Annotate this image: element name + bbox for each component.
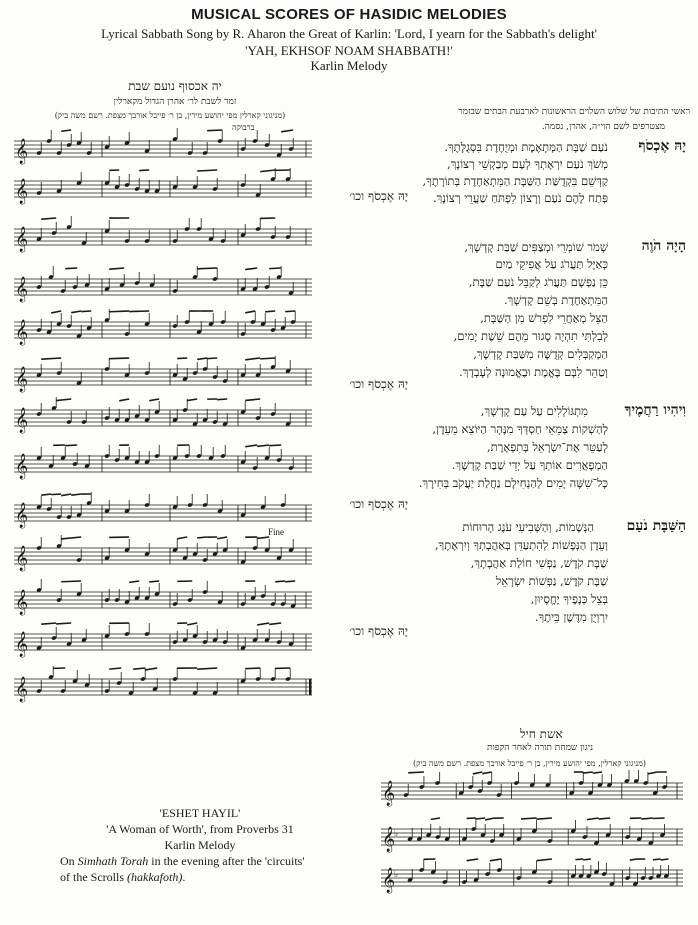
stanza-key-word: הָיָה הֹוֶה (641, 238, 686, 254)
music-staff (381, 856, 683, 896)
stanza-line: בְּצֵל כְּנָפֶיךָ יֶחֱסָיוּן, (530, 592, 608, 606)
music-staff (14, 308, 312, 348)
hebrew-song-credit: (מניגוני קארלין מפי יהושע מירין, בן ר׳ פייבל אורבך מצפת. רשם משה ביק) (54, 111, 286, 120)
stanza-line: כָּל־שִׁשָּׁה יָמִים לְהַנְחִילָם נַחֲלַת יַעֲקֹב בְּחִירָךְ. (418, 476, 608, 490)
refrain-marker: יָהּ אֶכְסֹף וכו׳ (349, 377, 408, 391)
stanza-3 (336, 402, 686, 497)
refrain-marker: יָהּ אֶכְסֹף וכו׳ (349, 624, 408, 638)
note-text: . (182, 870, 186, 884)
stanza-line: לְבִלְתִּי תִהְיֶה סָגוּר מֵהֶם שֵׁשֶׁת יָמִים, (453, 329, 608, 343)
stanza-line: הַנְּשָׁמוֹת, וְהַשְּׁבִיעִי עֹנֶג הָרוּחוֹת (462, 520, 594, 534)
stanza-line: כֵּן נַפְשָׁם תַּעֲרֹג לְקַבֵּל נֹעַם שַׁבָּת, (468, 275, 608, 289)
eshet-note-line-1 (60, 854, 305, 869)
tempo-marking: ברבוקה (232, 123, 255, 132)
stanza-line: הַמְקַבְּלִים קְדֻשָּׁה מִשַּׁבַּת קָדְשָׁךְ, (473, 347, 608, 361)
note-text: of the Scrolls (60, 870, 127, 884)
treble-clef: 𝄞 (15, 320, 29, 345)
treble-clef: 𝄞 (15, 227, 29, 252)
note-text-italic: (hakkafoth) (127, 870, 183, 884)
stanza-key-word: וִיהִיו רַחֲמֶיךָ (624, 402, 686, 418)
treble-clef: 𝄞 (15, 632, 29, 657)
treble-clef: 𝄞 (15, 677, 29, 702)
treble-clef: 𝄞 (15, 277, 29, 302)
eshet-hebrew-credit: (מניגוני קארלין, מפי יהושע מירין, בן ר׳ פייבל אורבך מצפת. רשם משה ביק) (412, 759, 647, 768)
music-staff (14, 534, 312, 574)
stanza-line: פְּתַח לָהֶם נֹעַם וְרָצוֹן לִפְתֹּחַ שַׁעֲרֵי רְצוֹנָךְ. (432, 191, 608, 205)
eshet-note-line-2 (60, 870, 185, 885)
music-staff (381, 769, 683, 809)
music-staff (14, 578, 312, 618)
note-text: in the evening after the 'circuits' (148, 854, 305, 868)
music-staff (14, 127, 312, 167)
acrostic-note-line-1: ראשי התיבות של שלוש השלוים הראשונות לארבעת הבתים שבזמר (458, 107, 690, 117)
stanza-line: וְטַהֵר לִבָּם בֶּאֱמֶת וּבֶאֱמוּנָה לְעָבְדָךְ. (459, 365, 608, 379)
music-staff (14, 215, 312, 255)
refrain-marker: יָהּ אֶכְסֹף וכו׳ (349, 497, 408, 511)
treble-clef: 𝄞 (15, 454, 29, 479)
music-staff (14, 620, 312, 660)
stanza-line: שַׁבָּת קֹדֶשׁ, נַפְשׁוֹת יִשְׂרָאֵל (495, 574, 608, 588)
eshet-melody-label: Karlin Melody (164, 838, 236, 852)
stanza-line: כְּאַיָּל תַּעֲרֹג עַל אֲפִיקֵי מַיִם (495, 257, 608, 271)
stanza-line: לְעַטֵּר אֶת־יִשְׂרָאֵל בְּתִפְאָרֶת, (487, 440, 608, 454)
acrostic-note-line-2: מצטרפים לשם הוי״ה, אהרן, נסמה. (541, 122, 665, 132)
stanza-4 (336, 518, 686, 633)
treble-clef: 𝄞 (382, 827, 396, 852)
stanza-line: נֹעַם שַׁבָּת הַמְּתָאֶמֶת וּמְיֻחֶדֶת בִּסְגֻלָּתֶךָ. (444, 140, 608, 154)
page-title: MUSICAL SCORES OF HASIDIC MELODIES (191, 6, 507, 23)
stanza-line: הַמְפָאֲרִים אוֹתְךָ עַל יְדֵי שַׁבַּת קָדְשָׁךְ. (451, 458, 608, 472)
music-staff (381, 815, 683, 855)
music-staff (14, 396, 312, 436)
treble-clef: 𝄞 (382, 868, 396, 893)
stanza-line: שַׁבָּת קֹדֶשׁ, נַפְשִׁי חוֹלַת אַהֲבָתָךְ, (470, 556, 608, 570)
note-text: On (60, 854, 78, 868)
hebrew-song-subheading: זמר לשבת לר׳ אהרן הגדול מקארלין (113, 97, 237, 107)
eshet-hebrew-subheading: ניגון שמחת תורה לאחר הקפות (486, 743, 594, 753)
stanza-line: יִרְוְיֻן מִדֶּשֶׁן בֵּיתֶךָ. (534, 610, 608, 624)
stanza-line: הַמִּתְאַחֶדֶת בְּשֵׁם קָדְשָׁךְ. (504, 293, 608, 307)
treble-clef: 𝄞 (15, 590, 29, 615)
music-staff (14, 665, 312, 705)
music-staff (14, 491, 312, 531)
melody-label: Karlin Melody (310, 58, 388, 73)
music-staff (14, 167, 312, 207)
hebrew-song-heading: יה אכסוף נועם שבת (128, 79, 222, 93)
svg-text:♭: ♭ (394, 870, 399, 880)
eshet-hebrew-heading: אשת חיל (520, 727, 563, 741)
stanza-line: וְעֵדֶן הַנְּפָשׁוֹת לְהִתְעַדֵּן בְּאַהֲבָתְךָ וְיִרְאָתֶךָ, (434, 538, 608, 552)
stanza-key-word: הַשַּׁבָּת נֹעַם (626, 518, 686, 534)
music-staff (14, 442, 312, 482)
treble-clef: 𝄞 (15, 503, 29, 528)
song-subtitle: Lyrical Sabbath Song by R. Aharon the Great of Karlin: 'Lord, I yearn for the Sabbath's delight' (101, 26, 597, 41)
treble-clef: 𝄞 (15, 139, 29, 164)
eshet-title: 'ESHET HAYIL' (159, 806, 241, 820)
stanza-line: מְשֹׁךְ נֹעַם יִרְאָתְךָ לְעַם מְבַקְשֵׁי רְצוֹנָךְ, (447, 157, 608, 171)
music-staff (14, 355, 312, 395)
fine-marking: Fine (268, 527, 285, 537)
music-staff (14, 265, 312, 305)
treble-clef: 𝄞 (15, 408, 29, 433)
stanza-1 (336, 138, 686, 208)
note-text-italic: Simhath Torah (77, 854, 149, 868)
treble-clef: 𝄞 (382, 781, 396, 806)
treble-clef: 𝄞 (15, 179, 29, 204)
refrain-marker: יָהּ אֶכְסֹף וכו׳ (349, 189, 408, 203)
stanza-line: שְׁמֹר שׁוֹמְרֵי וּמְצַפִּים שַׁבַּת קָדְשָׁךְ, (464, 240, 608, 254)
stanza-key-word: יָהּ אֶכְסֹף (638, 138, 686, 154)
song-title-transliteration: 'YAH, EKHSOF NOAM SHABBATH!' (245, 43, 453, 58)
stanza-line: מִתְגּוֹלְלִים עַל עַם קָדְשָׁךְ, (480, 404, 588, 418)
stanza-line: הַצֵּל מְאַחֲרֵי לִפְרֹשׁ מִן הַשַּׁבָּת, (480, 311, 608, 325)
stanza-line: קַדְּשֵׁם בִּקְדֻשַּׁת הַשַּׁבָּת הַמִּתְאַחֶדֶת בְּתוֹרָתֶךָ, (422, 174, 608, 188)
stanza-line: לְהַשְׁקוֹת צְמֵאֵי חַסְדְּךָ מִנָּהָר הַיּוֹצֵא מֵעֵדֶן, (432, 422, 608, 436)
treble-clef: 𝄞 (15, 367, 29, 392)
treble-clef: 𝄞 (15, 546, 29, 571)
eshet-subtitle: 'A Woman of Worth', from Proverbs 31 (106, 822, 294, 836)
svg-text:♭: ♭ (394, 829, 399, 839)
stanza-2 (336, 238, 686, 378)
